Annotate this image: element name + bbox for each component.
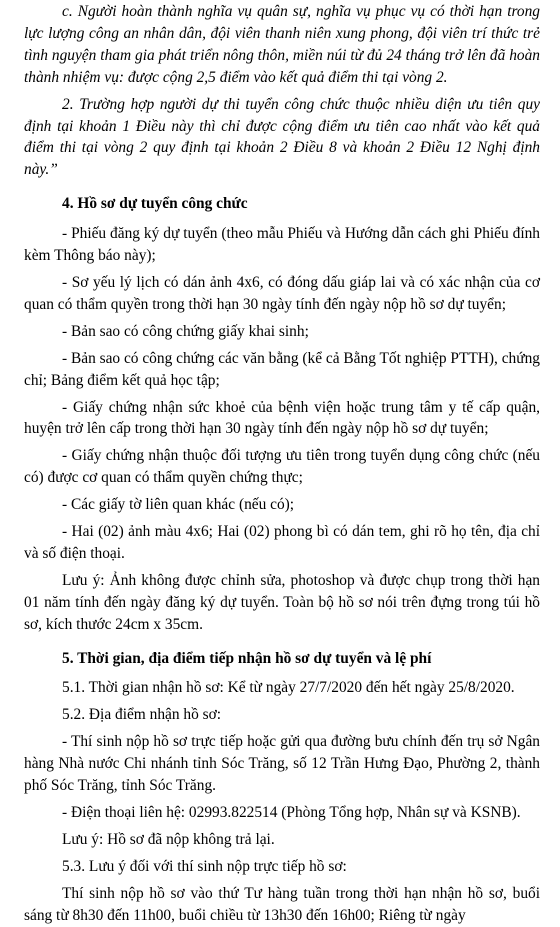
- list-item: - Giấy chứng nhận sức khoẻ của bệnh viện hoặc trung tâm y tế cấp quận, huyện trở lên cấp trong thời hạn 30 ngày tính đến ngày nộp hồ sơ dự tuyển;: [24, 398, 540, 438]
- paragraph: 5.3. Lưu ý đối với thí sinh nộp trực tiếp hồ sơ:: [62, 857, 347, 875]
- section-heading: 4. Hồ sơ dự tuyển công chức: [62, 195, 248, 213]
- section-4: [24, 193, 540, 635]
- section-3-tail: [24, 0, 540, 181]
- section-heading: 5. Thời gian, địa điểm tiếp nhận hồ sơ dự tuyển và lệ phí: [62, 649, 432, 667]
- paragraph: - Điện thoại liên hệ: 02993.822514 (Phòng Tổng hợp, Nhân sự và KSNB).: [62, 804, 521, 821]
- list-item: - Bản sao có công chứng giấy khai sinh;: [62, 322, 309, 340]
- paragraph: c. Người hoàn thành nghĩa vụ quân sự, nghĩa vụ phục vụ có thời hạn trong lực lượng công an nhân dân, đội viên thanh niên xung phong, đội viên trí thức trẻ tình nguyện tham gia phát triển nông thôn, miền núi từ đủ 24 tháng trở lên đã hoàn thành nhiệm vụ: được cộng 2,5 điểm vào kết quả điểm thi tại vòng 2.: [24, 3, 540, 86]
- list-item: - Hai (02) ảnh màu 4x6; Hai (02) phong bì có dán tem, ghi rõ họ tên, địa chỉ và số điện thoại.: [24, 523, 540, 562]
- list-item: - Các giấy tờ liên quan khác (nếu có);: [62, 496, 295, 514]
- list-item: - Bản sao có công chứng các văn bằng (kể cả Bằng Tốt nghiệp PTTH), chứng chỉ; Bảng điểm kết quả học tập;: [24, 349, 540, 389]
- paragraph: 2. Trường hợp người dự thi tuyển công chức thuộc nhiều diện ưu tiên quy định tại khoản 1 Điều này thì chỉ được cộng điểm ưu tiên cao nhất vào kết quả điểm thi tại vòng 2 quy định tại khoản 2 Điều 8 và khoản 2 Điều 12 Nghị định này.”: [24, 95, 540, 179]
- note-paragraph: Lưu ý: Ảnh không được chỉnh sửa, photoshop và được chụp trong thời hạn 01 năm tính đến ngày đăng ký dự tuyển. Toàn bộ hồ sơ nói trên đựng trong túi hồ sơ, kích thước 24cm x 35cm.: [24, 571, 540, 633]
- paragraph: 5.1. Thời gian nhận hồ sơ: Kể từ ngày 27/7/2020 đến hết ngày 25/8/2020.: [62, 679, 515, 697]
- list-item: - Phiếu đăng ký dự tuyển (theo mẫu Phiếu và Hướng dẫn cách ghi Phiếu đính kèm Thông báo này);: [24, 225, 540, 265]
- paragraph: Lưu ý: Hồ sơ đã nộp không trả lại.: [62, 830, 275, 848]
- list-item: - Giấy chứng nhận thuộc đối tượng ưu tiên trong tuyển dụng công chức (nếu có) được cơ quan có thẩm quyền chứng thực;: [24, 447, 540, 487]
- paragraph: 5.2. Địa điểm nhận hồ sơ:: [62, 706, 222, 724]
- paragraph: - Thí sinh nộp hồ sơ trực tiếp hoặc gửi qua đường bưu chính đến trụ sở Ngân hàng Nhà nước Chi nhánh tỉnh Sóc Trăng, số 12 Trần Hưng Đạo, Phường 2, thành phố Sóc Trăng, tỉnh Sóc Trăng.: [24, 733, 540, 795]
- list-item: - Sơ yếu lý lịch có dán ảnh 4x6, có đóng dấu giáp lai và có xác nhận của cơ quan có thẩm quyền trong thời hạn 30 ngày tính đến ngày nộp hồ sơ dự tuyển;: [24, 273, 540, 313]
- paragraph: Thí sinh nộp hồ sơ vào thứ Tư hàng tuần trong thời hạn nhận hồ sơ, buổi sáng từ 8h30 đến 11h00, buổi chiều từ 13h30 đến 16h00; Riêng từ ngày: [24, 884, 540, 924]
- section-5: [24, 648, 540, 927]
